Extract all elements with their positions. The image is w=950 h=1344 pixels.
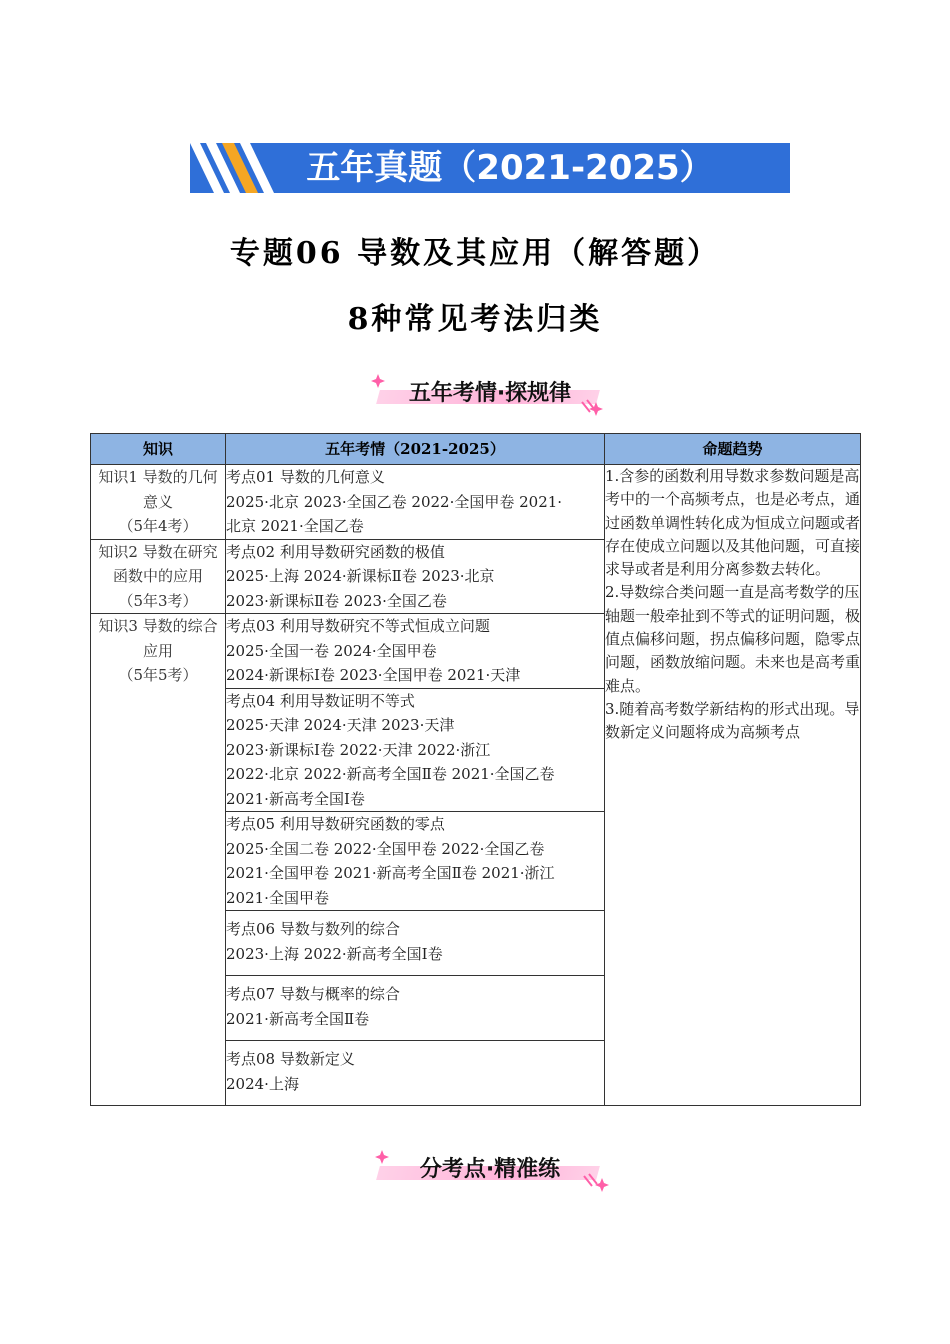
- exam-point-title: 考点01 导数的几何意义: [226, 468, 385, 486]
- topic-subtitle: 8种常见考法归类: [347, 302, 603, 337]
- exam-point-years: 2021·全国甲卷 2021·新高考全国Ⅱ卷 2021·浙江: [226, 864, 555, 882]
- exam-point-title: 考点04 利用导数证明不等式: [226, 691, 415, 710]
- exam-point-cell-1: [226, 465, 605, 540]
- table-row: [91, 465, 861, 540]
- exam-point-years: 2025·全国二卷 2022·全国甲卷 2022·全国乙卷: [226, 839, 545, 858]
- knowledge-name: 知识2 导数在研究函数中的应用: [98, 542, 218, 585]
- exam-point-years: 北京 2021·全国乙卷: [226, 517, 364, 535]
- exam-point-title: 考点03 利用导数研究不等式恒成立问题: [226, 617, 490, 635]
- knowledge-cell-2: [91, 539, 226, 614]
- practice-section-heading: [370, 1148, 610, 1192]
- exam-point-years: 2021·全国甲卷: [226, 888, 329, 907]
- header-knowledge: 知识: [91, 434, 226, 465]
- knowledge-name: 知识1 导数的几何意义: [98, 468, 218, 511]
- exam-point-cell-8: [226, 1041, 605, 1106]
- exam-point-years: 2025·上海 2024·新课标Ⅱ卷 2023·北京: [226, 567, 495, 585]
- exam-point-title: 考点08 导数新定义: [226, 1050, 355, 1068]
- exam-point-cell-7: [226, 976, 605, 1041]
- header-five-year: 五年考情（2021-2025）: [226, 434, 605, 465]
- exam-point-cell-5: [226, 812, 605, 911]
- exam-point-cell-4: [226, 688, 605, 812]
- exam-point-years: 2021·新高考全国Ⅱ卷: [226, 1009, 370, 1028]
- knowledge-count: （5年4考）: [118, 517, 198, 535]
- exam-point-title: 考点05 利用导数研究函数的零点: [226, 815, 445, 833]
- knowledge-cell-3: [91, 614, 226, 1106]
- exam-point-years: 2023·上海 2022·新高考全国Ⅰ卷: [226, 944, 443, 963]
- trend-paragraph: 3.随着高考数学新结构的形式出现。导数新定义问题将成为高频考点: [605, 699, 860, 742]
- exam-point-years: 2021·新高考全国Ⅰ卷: [226, 789, 365, 808]
- knowledge-count: （5年5考）: [118, 666, 198, 684]
- exam-point-years: 2025·北京 2023·全国乙卷 2022·全国甲卷 2021·: [226, 492, 563, 511]
- header-trend: 命题趋势: [605, 434, 861, 465]
- exam-point-years: 2024·上海: [226, 1074, 299, 1093]
- trend-paragraph: 2.导数综合类问题一直是高考数学的压轴题一般牵扯到不等式的证明问题，极值点偏移问题，拐点偏移问题，隐零点问题，函数放缩问题。未来也是高考重难点。: [605, 583, 861, 695]
- overview-section-heading: [370, 372, 610, 416]
- topic-title: 专题06 导数及其应用（解答题）: [229, 236, 721, 271]
- exam-point-years: 2023·新课标Ⅰ卷 2022·天津 2022·浙江: [226, 740, 491, 759]
- practice-section-label: 分考点·精准练: [419, 1157, 561, 1182]
- table-header-row: [91, 434, 861, 465]
- trend-paragraph: 1.含参的函数利用导数求参数问题是高考中的一个高频考点，也是必考点，通过函数单调性转化成为恒成立问题或者存在使成立问题以及其他问题，可直接求导或者是利用分离参数去转化。: [605, 467, 861, 579]
- exam-point-years: 2023·新课标Ⅱ卷 2023·全国乙卷: [226, 591, 447, 610]
- exam-point-cell-2: [226, 539, 605, 614]
- knowledge-cell-1: [91, 465, 226, 540]
- overview-section-label: 五年考情·探规律: [408, 381, 572, 406]
- exam-point-years: 2024·新课标Ⅰ卷 2023·全国甲卷 2021·天津: [226, 666, 521, 684]
- banner-title: 五年真题（2021-2025）: [306, 148, 714, 188]
- exam-point-cell-3: [226, 614, 605, 689]
- exam-overview-table: [90, 433, 861, 1106]
- year-banner: [190, 143, 790, 193]
- exam-point-title: 考点07 导数与概率的综合: [226, 985, 400, 1003]
- exam-point-title: 考点02 利用导数研究函数的极值: [226, 542, 445, 561]
- exam-point-title: 考点06 导数与数列的综合: [226, 920, 400, 938]
- knowledge-name: 知识3 导数的综合应用: [98, 617, 218, 660]
- exam-point-cell-6: [226, 911, 605, 976]
- trend-cell: [605, 465, 861, 1106]
- exam-point-years: 2025·天津 2024·天津 2023·天津: [226, 716, 455, 734]
- knowledge-count: （5年3考）: [118, 591, 198, 610]
- exam-point-years: 2025·全国一卷 2024·全国甲卷: [226, 641, 437, 660]
- exam-point-years: 2022·北京 2022·新高考全国Ⅱ卷 2021·全国乙卷: [226, 765, 555, 783]
